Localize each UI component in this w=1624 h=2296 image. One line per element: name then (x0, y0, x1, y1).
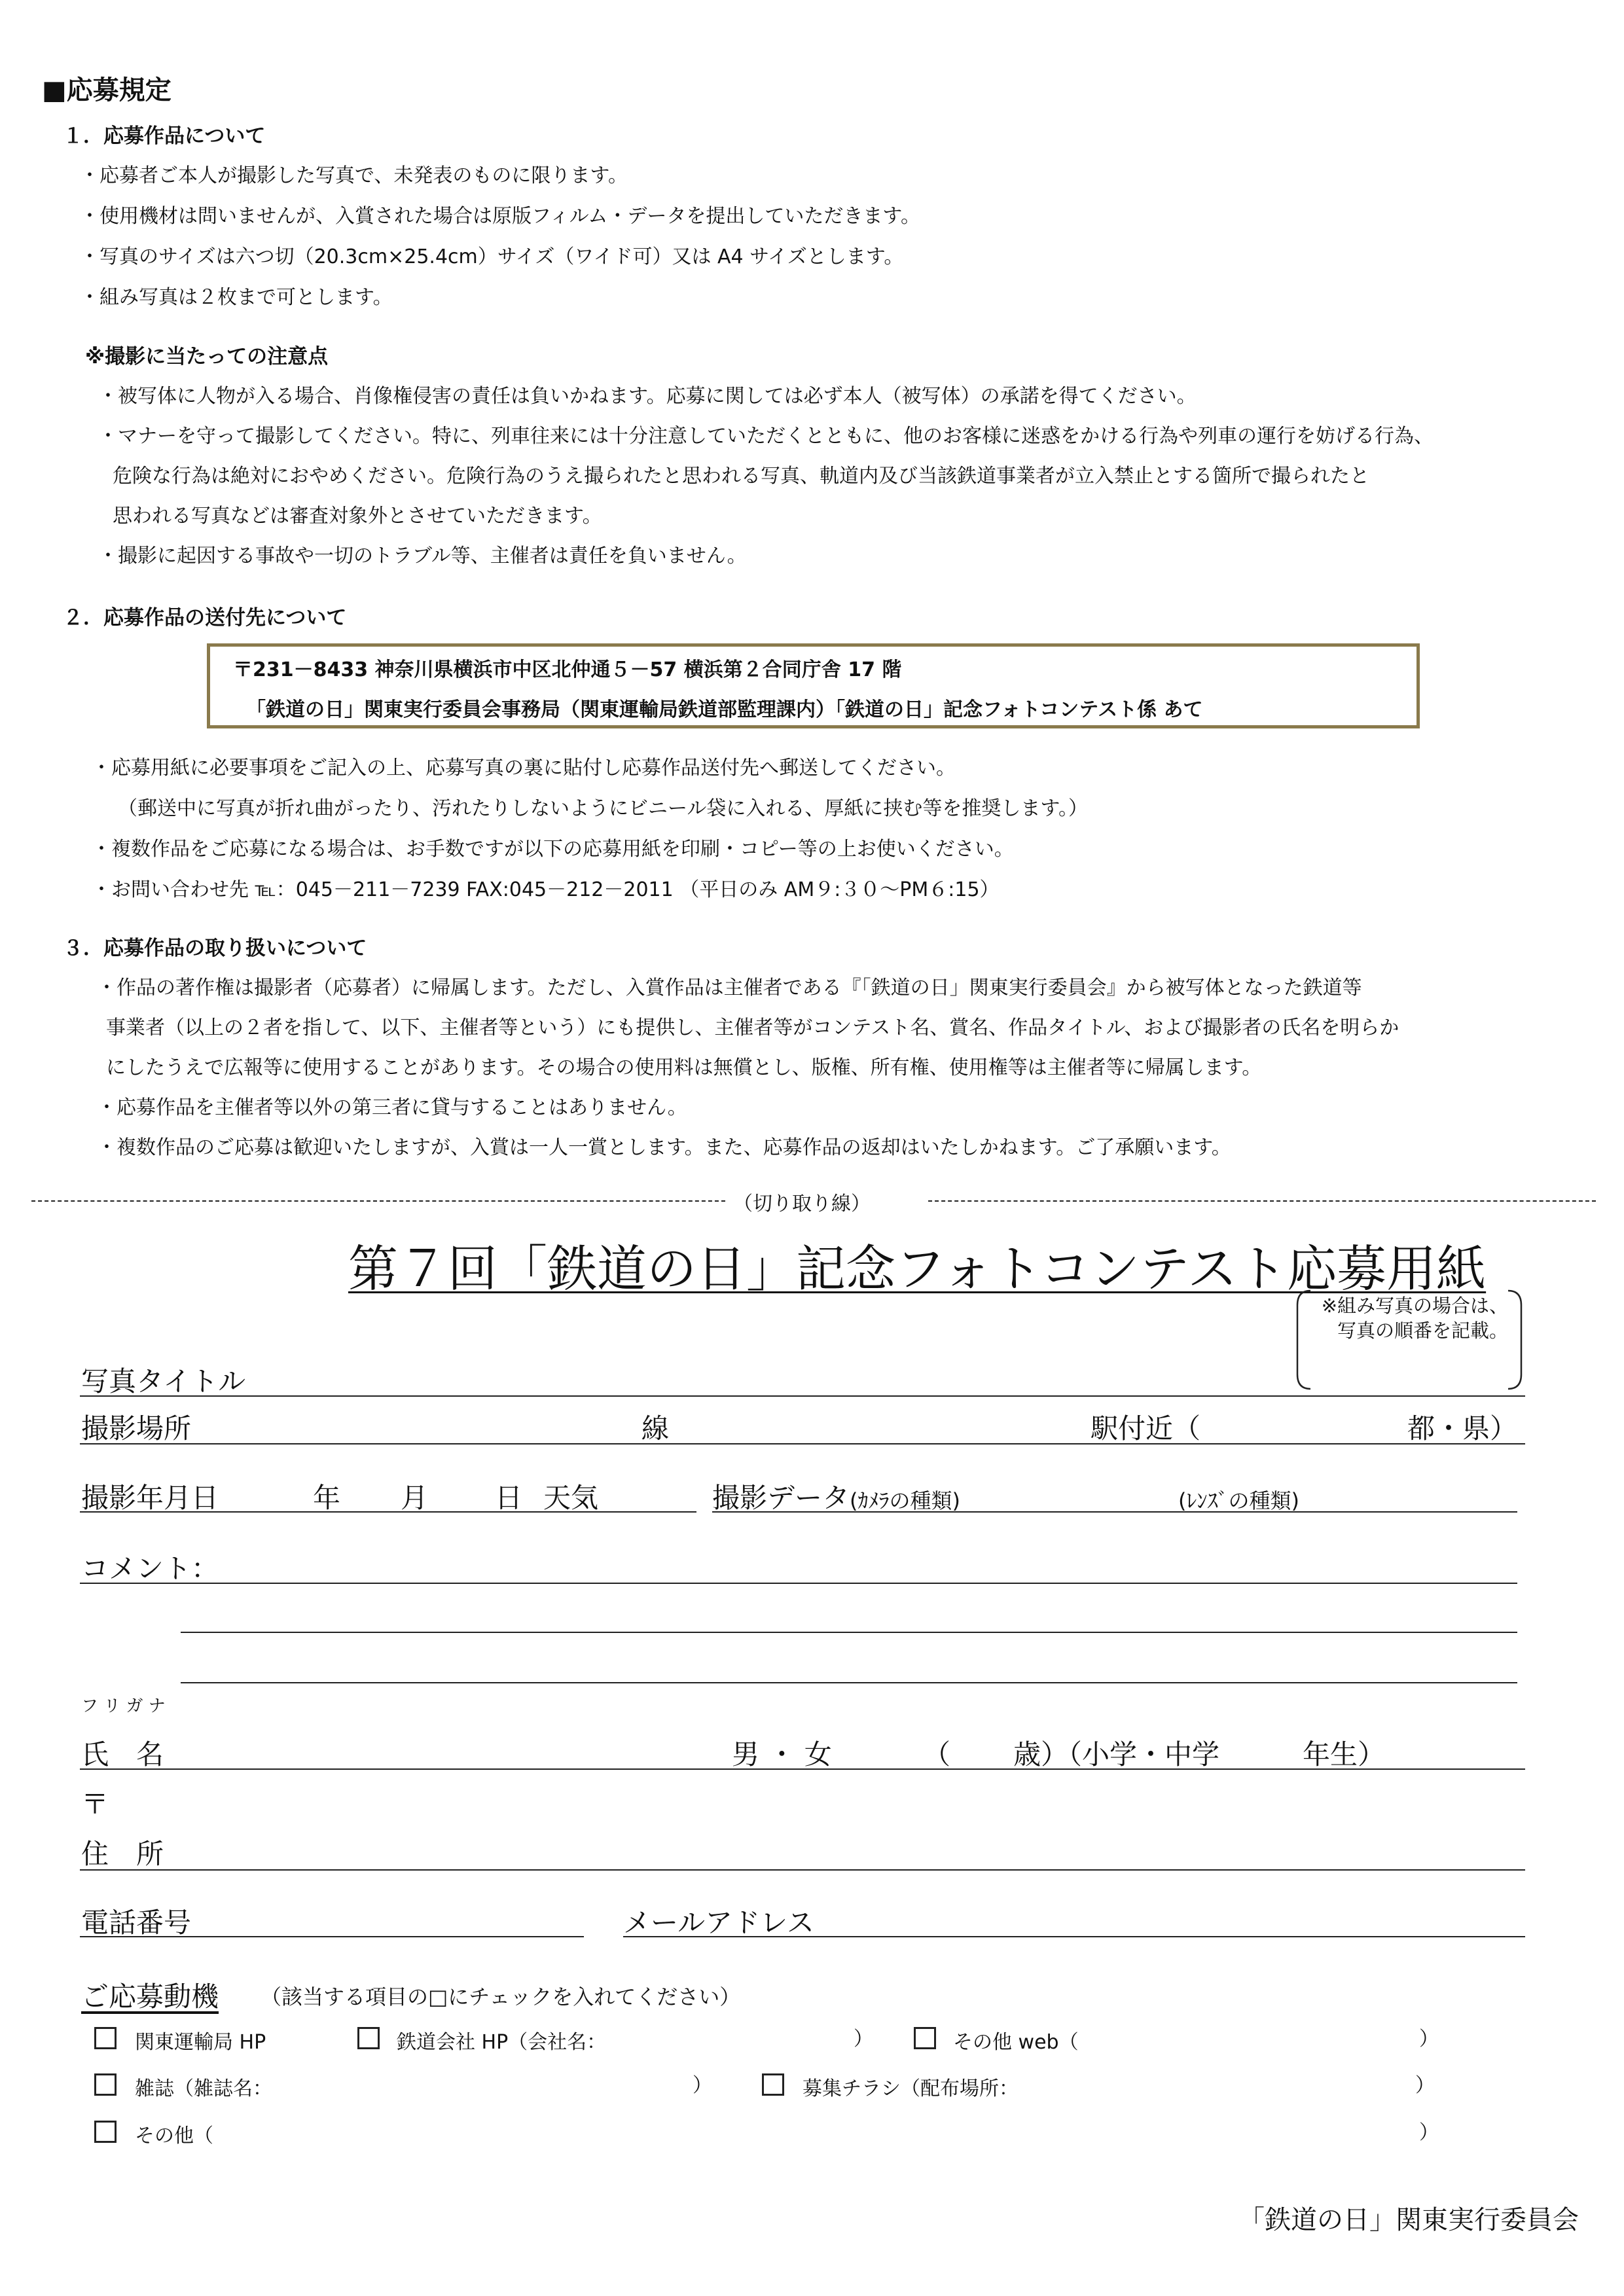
note-line: ※組み写真の場合は、 (1321, 1295, 1508, 1317)
camera-type-label: (ｶﾒﾗの種類) (850, 1488, 960, 1513)
form-title: 第７回「鉄道の日」記念フォトコンテスト応募用紙 (348, 1240, 1487, 1298)
section-1-title: １．応募作品について (63, 124, 266, 148)
location-field[interactable] (80, 1443, 1525, 1444)
option-railway-hp: 鉄道会社 HP（会社名： (397, 2031, 607, 2054)
s1-item: ・応募者ご本人が撮影した写真で、未発表のものに限ります。 (80, 164, 628, 187)
shooting-note: 危険な行為は絶対におやめください。危険行為のうえ撮られたと思われる写真、軌道内及び当該鉄道事業者が立入禁止とする箇所で撮られたと (113, 465, 1369, 488)
sequence-note (1295, 1289, 1524, 1390)
name-field[interactable] (80, 1768, 1525, 1770)
address-label: 住 所 (81, 1838, 164, 1870)
prefecture-label: 都・県） (1407, 1412, 1518, 1444)
comment-field[interactable] (80, 1583, 1517, 1584)
cut-line (31, 1187, 1596, 1213)
checkbox-magazine[interactable] (94, 2073, 117, 2096)
comment-label: コメント： (81, 1552, 219, 1585)
option-flyer: 募集チラシ（配布場所： (803, 2077, 1019, 2100)
s2-item: ・応募用紙に必要事項をご記入の上、応募写真の裏に貼付し応募作品送付先へ郵送してください。 (92, 757, 956, 780)
cut-line-label: （切り取り線） (733, 1193, 871, 1215)
weather-label: 天気 (543, 1482, 599, 1514)
s3-item: ・作品の著作権は撮影者（応募者）に帰属します。ただし、入賞作品は主催者である『「鉄道の日」関東実行委員会』から被写体となった鉄道等 (97, 977, 1362, 999)
motive-label: ご応募動機 (81, 1981, 219, 2013)
s3-item: 事業者（以上の２者を指して、以下、主催者等という）にも提供し、主催者等がコンテスト名、賞名、作品タイトル、および撮影者の氏名を明らか (106, 1016, 1399, 1039)
section-2-title: ２．応募作品の送付先について (63, 606, 347, 630)
lens-type-label: (ﾚﾝｽﾞの種類) (1178, 1488, 1299, 1513)
email-field[interactable] (623, 1936, 1525, 1937)
furigana-label: フ リ ガ ナ (81, 1696, 166, 1716)
checkbox-flyer[interactable] (762, 2073, 784, 2096)
checkbox-kanto-hp[interactable] (94, 2027, 117, 2049)
age-open-label: （ (923, 1738, 951, 1770)
shooting-notes-title: ※撮影に当たっての注意点 (85, 345, 329, 368)
motive-hint: （該当する項目の□にチェックを入れてください） (261, 1984, 741, 2009)
photo-title-field[interactable] (80, 1395, 1525, 1397)
option-other-web-close: ） (1419, 2028, 1439, 2051)
option-railway-close: ） (854, 2028, 873, 2051)
contact-info: ・お問い合わせ先 ℡：045－211－7239 FAX:045－212－2011 （平日のみ AM９:３０～PM６:15） (92, 878, 1000, 901)
near-station-label: 駅付近（ (1091, 1412, 1201, 1444)
checkbox-other[interactable] (94, 2121, 117, 2143)
s1-item: ・使用機材は問いませんが、入賞された場合は原版フィルム・データを提出していただきます。 (80, 205, 920, 228)
shoot-data-label: 撮影データ (712, 1482, 850, 1514)
s2-item: （郵送中に写真が折れ曲がったり、汚れたりしないようにビニール袋に入れる、厚紙に挟む等を推奨します。） (118, 797, 1088, 820)
grade-label: 年生） (1303, 1738, 1386, 1770)
option-other-web: その他 web（ (953, 2031, 1079, 2054)
email-label: メールアドレス (623, 1907, 814, 1939)
line-label: 線 (641, 1412, 670, 1444)
mailing-recipient: 「鉄道の日」関東実行委員会事務局（関東運輸局鉄道部監理課内）「鉄道の日」記念フォトコンテスト係 あて (246, 698, 1203, 721)
option-other: その他（ (135, 2125, 213, 2147)
shooting-note: ・撮影に起因する事故や一切のトラブル等、主催者は責任を負いません。 (98, 545, 747, 567)
date-field[interactable] (80, 1511, 696, 1513)
s1-item: ・写真のサイズは六つ切（20.3cm×25.4cm）サイズ（ワイド可）又は A4 サイズとします。 (80, 245, 904, 268)
postal-mark: 〒 (81, 1788, 109, 1820)
s1-item: ・組み写真は２枚まで可とします。 (80, 286, 393, 309)
comment-field[interactable] (181, 1682, 1517, 1683)
checkbox-other-web[interactable] (914, 2027, 936, 2049)
s3-item: にしたうえで広報等に使用することがあります。その場合の使用料は無償とし、版権、所有権、使用権等は主催者等に帰属します。 (106, 1056, 1262, 1079)
phone-label: 電話番号 (81, 1907, 192, 1939)
phone-field[interactable] (80, 1936, 584, 1937)
date-label: 撮影年月日 (81, 1482, 219, 1514)
photo-title-label: 写真タイトル (81, 1365, 246, 1397)
address-field[interactable] (80, 1869, 1525, 1871)
year-label: 年 (313, 1482, 341, 1514)
checkbox-railway-hp[interactable] (357, 2027, 380, 2049)
day-label: 日 (495, 1482, 523, 1514)
section-3-title: ３．応募作品の取り扱いについて (63, 937, 367, 960)
s2-item: ・複数作品をご応募になる場合は、お手数ですが以下の応募用紙を印刷・コピー等の上お使いください。 (92, 838, 1014, 861)
shoot-data-field[interactable] (712, 1511, 1517, 1513)
shooting-note: ・被写体に人物が入る場合、肖像権侵害の責任は負いかねます。応募に関しては必ず本人（被写体）の承諾を得てください。 (98, 385, 1197, 408)
option-kanto-hp: 関東運輸局 HP (135, 2031, 266, 2054)
shooting-note: 思われる写真などは審査対象外とさせていただきます。 (113, 505, 602, 528)
name-label: 氏 名 (81, 1738, 164, 1770)
age-label: 歳）（小学・中学 (1013, 1738, 1220, 1770)
s3-item: ・応募作品を主催者等以外の第三者に貸与することはありません。 (97, 1096, 687, 1119)
option-other-close: ） (1419, 2121, 1439, 2144)
shooting-note: ・マナーを守って撮影してください。特に、列車往来には十分注意していただくとともに、他のお客様に迷惑をかける行為や列車の運行を妨げる行為、 (98, 425, 1434, 448)
rules-heading: ■応募規定 (42, 75, 171, 105)
sex-label: 男 ・ 女 (732, 1738, 832, 1770)
location-label: 撮影場所 (81, 1412, 192, 1444)
note-line: 写真の順番を記載。 (1337, 1319, 1508, 1342)
option-magazine: 雑誌（雑誌名： (135, 2077, 272, 2100)
s3-item: ・複数作品のご応募は歓迎いたしますが、入賞は一人一賞とします。また、応募作品の返却はいたしかねます。ご了承願います。 (97, 1136, 1231, 1159)
comment-field[interactable] (181, 1632, 1517, 1633)
mailing-address: 〒231－8433 神奈川県横浜市中区北仲通５－57 横浜第２合同庁舎 17 階 (233, 658, 902, 681)
footer-organizer: 「鉄道の日」関東実行委員会 (1238, 2205, 1579, 2235)
month-label: 月 (401, 1482, 429, 1514)
option-flyer-close: ） (1415, 2074, 1435, 2097)
option-magazine-close: ） (693, 2074, 712, 2097)
